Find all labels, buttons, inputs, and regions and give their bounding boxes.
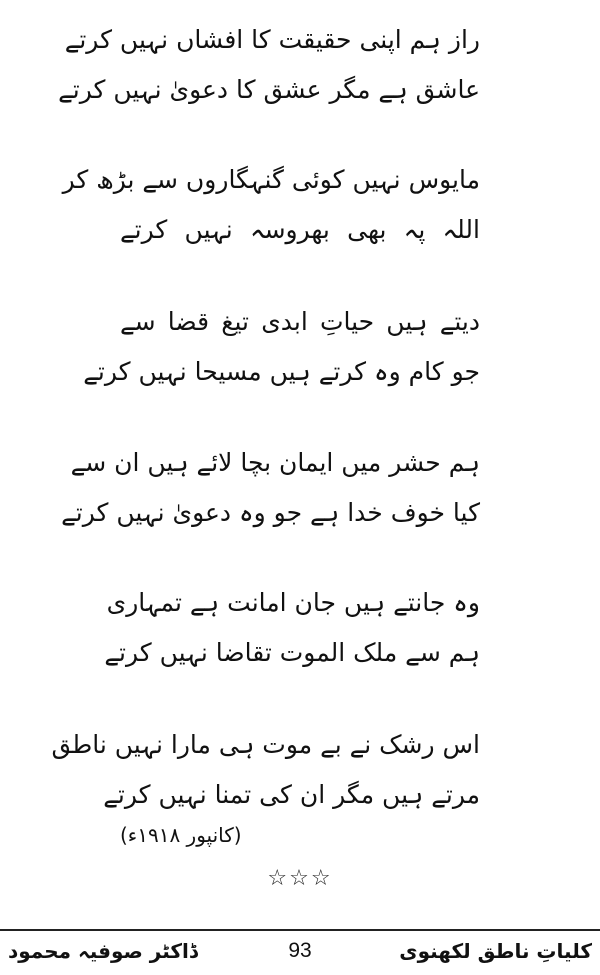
couplet-4 bbox=[61, 438, 480, 538]
couplet-2 bbox=[62, 155, 480, 255]
verse-line: جو کام وہ کرتے ہیں مسیحا نہیں کرتے bbox=[83, 357, 480, 386]
page-footer bbox=[0, 933, 600, 969]
verse-line: راز ہم اپنی حقیقت کا افشاں نہیں کرتے bbox=[64, 25, 480, 54]
verse-line: دیتے ہیں حیاتِ ابدی تیغ قضا سے bbox=[120, 307, 480, 336]
verse-line: اس رشک نے بے موت ہی مارا نہیں ناطق bbox=[51, 730, 480, 759]
verse-line: وہ جانتے ہیں جان امانت ہے تمہاری bbox=[106, 588, 480, 617]
author-name: ڈاکٹر صوفیہ محمود bbox=[8, 939, 198, 963]
couplet-6 bbox=[51, 720, 480, 820]
verse-line: کیا خوف خدا ہے جو وہ دعویٰ نہیں کرتے bbox=[61, 498, 480, 527]
verse-line: ہم سے ملک الموت تقاضا نہیں کرتے bbox=[104, 638, 480, 667]
book-title: کلیاتِ ناطق لکھنوی bbox=[399, 939, 592, 963]
star-ornament-icon: ☆☆☆ bbox=[267, 866, 333, 891]
date-note: (کانپور ۱۹۱۸ء) bbox=[120, 823, 242, 847]
verse-line: مایوس نہیں کوئی گنہگاروں سے بڑھ کر bbox=[62, 165, 480, 194]
verse-line: ہم حشر میں ایمان بچا لائے ہیں ان سے bbox=[70, 448, 480, 477]
verse-line: اللہ پہ بھی بھروسہ نہیں کرتے bbox=[120, 215, 480, 244]
verse-line: مرتے ہیں مگر ان کی تمنا نہیں کرتے bbox=[103, 780, 480, 809]
verse-line: عاشق ہے مگر عشق کا دعویٰ نہیں کرتے bbox=[58, 75, 480, 104]
couplet-1 bbox=[58, 15, 480, 115]
footer-divider bbox=[0, 929, 600, 931]
couplet-3 bbox=[83, 297, 480, 397]
couplet-5 bbox=[104, 578, 480, 678]
page-number: 93 bbox=[288, 939, 312, 962]
